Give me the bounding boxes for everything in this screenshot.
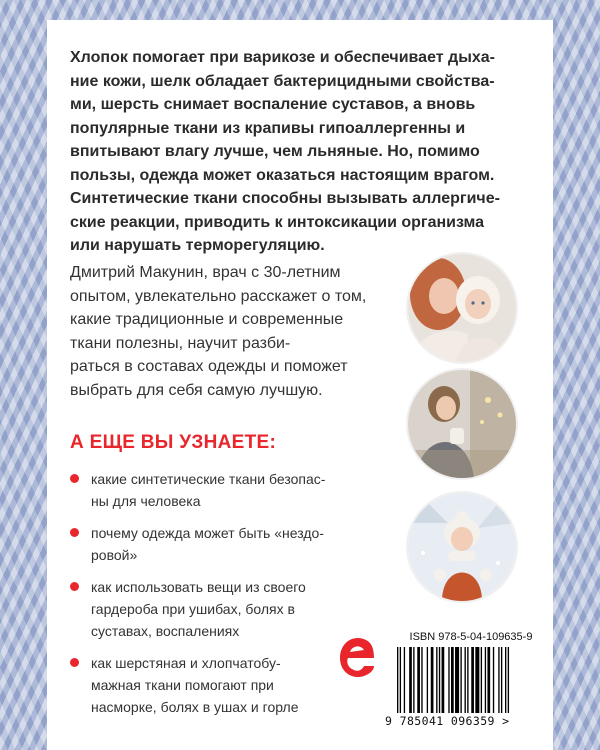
- facts-heading: А ЕЩЕ ВЫ УЗНАЕТЕ:: [70, 432, 277, 453]
- fact-line: мажная ткани помогают при: [91, 677, 274, 693]
- intro-line: пользы, одежда может оказаться настоящим врагом.: [70, 166, 495, 184]
- author-line: опытом, увлекательно расскажет о том,: [70, 287, 367, 305]
- bullet-icon: [70, 474, 79, 483]
- mother-child-photo: [408, 254, 516, 362]
- barcode: [393, 647, 551, 713]
- book-back-cover: [47, 20, 553, 750]
- bullet-icon: [70, 528, 79, 537]
- publisher-logo-icon: [334, 632, 376, 682]
- author-line: какие традиционные и современные: [70, 311, 344, 328]
- intro-line: ми, шерсть снимает воспаление суставов, а вновь: [70, 96, 476, 113]
- intro-line: Хлопок помогает при варикозе и обеспечивает дыха-: [70, 49, 495, 66]
- intro-line: впитывают влагу лучше, чем льняные. Но, помимо: [70, 143, 480, 160]
- list-item: [70, 522, 370, 566]
- child-in-snow-photo: [408, 493, 516, 601]
- isbn-label: ISBN 978-5-04-109635-9: [409, 631, 533, 643]
- fact-line: как использовать вещи из своего: [91, 579, 306, 595]
- fact-line: ровой»: [91, 547, 138, 563]
- intro-line: ние кожи, шелк обладает бактерицидными свойства-: [70, 72, 495, 90]
- author-paragraph: [70, 261, 370, 402]
- woman-with-cup-photo: [408, 370, 516, 478]
- author-line: ткани полезны, научит разби-: [70, 334, 291, 352]
- intro-line: или нарушать терморегуляцию.: [70, 237, 325, 254]
- bullet-icon: [70, 582, 79, 591]
- author-line: выбрать для себя самую лучшую.: [70, 381, 323, 399]
- author-line: Дмитрий Макунин, врач с 30-летним: [70, 264, 341, 281]
- intro-line: ские реакции, приводить к интоксикации организма: [70, 213, 485, 231]
- intro-paragraph: [70, 46, 535, 258]
- list-item: [70, 468, 370, 512]
- fact-line: как шерстяная и хлопчатобу-: [91, 655, 281, 671]
- fact-line: какие синтетические ткани безопас-: [91, 471, 326, 487]
- barcode-digits: 9 785041 096359 >: [385, 714, 510, 728]
- fact-line: суставах, воспалениях: [91, 623, 240, 639]
- bullet-icon: [70, 658, 79, 667]
- fact-line: почему одежда может быть «нездо-: [91, 525, 324, 541]
- list-item: [70, 652, 370, 718]
- fact-line: насморке, болях в ушах и горле: [91, 699, 299, 715]
- author-line: раться в составах одежды и поможет: [70, 358, 348, 375]
- fact-line: гардероба при ушибах, болях в: [91, 601, 295, 617]
- list-item: [70, 576, 370, 642]
- fact-line: ны для человека: [91, 493, 201, 509]
- intro-line: Синтетические ткани способны вызывать аллергиче-: [70, 190, 500, 207]
- facts-list: [70, 468, 370, 728]
- intro-line: популярные ткани из крапивы гипоаллергенны и: [70, 119, 466, 137]
